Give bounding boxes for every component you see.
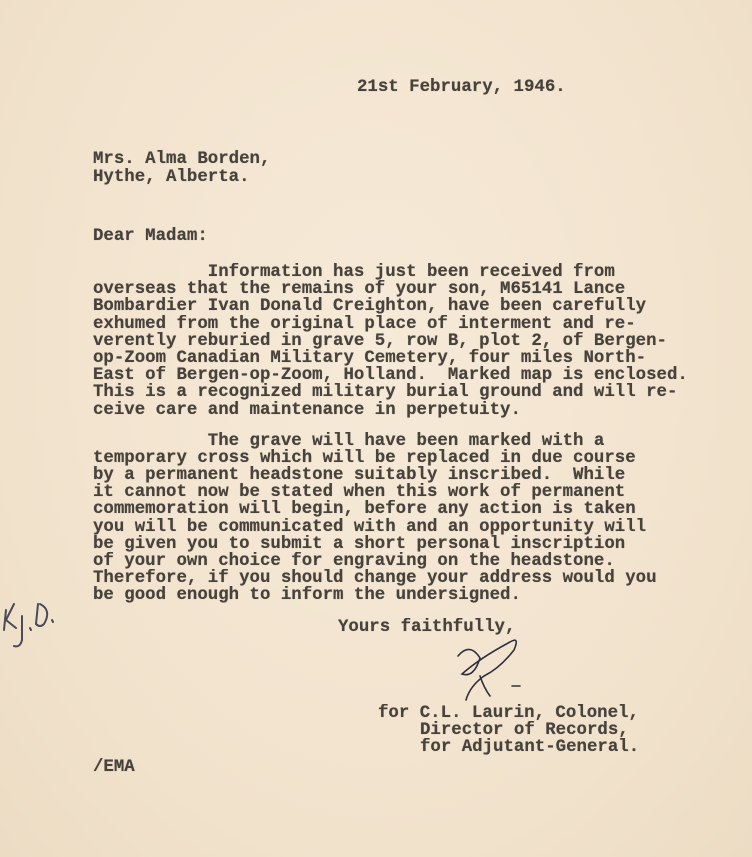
text-line: verently reburied in grave 5, row B, plot 2, of Bergen- xyxy=(93,331,667,351)
text-line: overseas that the remains of your son, M65141 Lance xyxy=(93,280,626,300)
text-line: by a permanent headstone suitably inscribed. While xyxy=(93,466,626,486)
text-line: Information has just been received from xyxy=(93,263,615,282)
signature-line-1: for C.L. Laurin, Colonel, xyxy=(378,704,639,723)
text-line: The grave will have been marked with a xyxy=(93,432,605,451)
reference-initials: /EMA xyxy=(93,758,135,777)
text-line: op-Zoom Canadian Military Cemetery, four miles North- xyxy=(93,349,647,368)
closing: Yours faithfully, xyxy=(338,618,516,637)
text-line: temporary cross which will be replaced in due course xyxy=(93,449,636,469)
text-line: of your own choice for engraving on the headstone. xyxy=(93,551,615,571)
text-line: be good enough to inform the undersigned. xyxy=(93,585,521,605)
handwritten-initials xyxy=(0,590,70,660)
signature-line-2: Director of Records, xyxy=(420,721,629,740)
text-line: Bombardier Ivan Donald Creighton, have been carefully xyxy=(93,297,647,317)
text-line: ceive care and maintenance in perpetuity. xyxy=(93,400,521,420)
text-line: This is a recognized military burial ground and will re- xyxy=(93,383,678,403)
text-line: be given you to submit a short personal inscription xyxy=(93,534,626,554)
text-line: Therefore, if you should change your address would you xyxy=(93,568,657,588)
text-line: you will be communicated with and an opportunity will xyxy=(93,517,647,537)
text-line: exhumed from the original place of interment and re- xyxy=(93,314,636,334)
text-line: East of Bergen-op-Zoom, Holland. Marked map is enclosed. xyxy=(93,366,688,386)
signature-line-3: for Adjutant-General. xyxy=(420,738,640,757)
signature-scribble xyxy=(440,628,530,708)
text-line: commemoration will begin, before any action is taken xyxy=(93,500,636,520)
text-line: it cannot now be stated when this work of permanent xyxy=(93,483,626,503)
address-line-1: Mrs. Alma Borden, xyxy=(93,150,271,169)
date: 21st February, 1946. xyxy=(357,78,566,97)
salutation: Dear Madam: xyxy=(93,227,208,246)
address-line-2: Hythe, Alberta. xyxy=(93,168,250,187)
